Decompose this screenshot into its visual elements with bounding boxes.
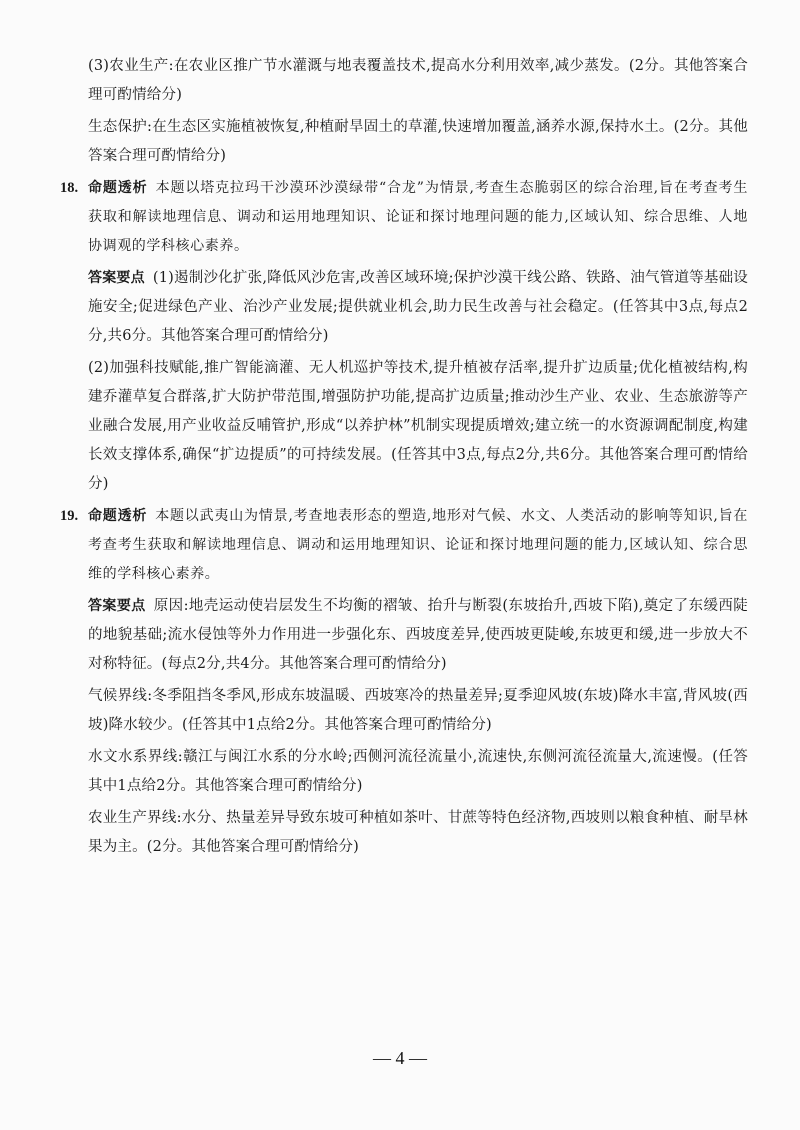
q18-analysis — [88, 174, 748, 261]
q19-analysis — [88, 502, 748, 589]
q19-answer-climate: 气候界线:冬季阻挡冬季风,形成东坡温暖、西坡寒冷的热量差异;夏季迎风坡(东坡)降水丰富,背风坡(西坡)降水较少。(任答其中1点给2分。其他答案合理可酌情给分) — [88, 688, 748, 733]
question-18-block — [60, 174, 748, 499]
q19-analysis-text: 本题以武夷山为情景,考查地表形态的塑造,地形对气候、水文、人类活动的影响等知识,旨在考查考生获取和解读地理信息、调动和运用地理知识、论证和探讨地理问题的能力,区域认知、综合思维的学科核心素养。 — [88, 508, 748, 582]
q17-ecology-paragraph: 生态保护:在生态区实施植被恢复,种植耐旱固土的草灌,快速增加覆盖,涵养水源,保持水土。(2分。其他答案合理可酌情给分) — [88, 119, 748, 164]
question-19-number: 19. — [60, 508, 79, 524]
q18-answer-1 — [88, 264, 748, 351]
document-body — [60, 52, 749, 865]
q18-answer-2: (2)加强科技赋能,推广智能滴灌、无人机巡护等技术,提升植被存活率,提升扩边质量;优化植被结构,构建乔灌草复合群落,扩大防护带范围,增强防护功能,提高扩边质量;推动沙生产业、农业、生态旅游等产业融合发展,用产业收益反哺管护,形成“以养护林”机制实现提质增效;建立统一的水资源调配制度,构建长效支撑体系,确保“扩边提质”的可持续发展。(任答其中3点,每点2分,共6分。其他答案合理可酌情给分) — [88, 360, 748, 492]
q19-answer-1 — [88, 592, 748, 679]
question-18-number: 18. — [60, 180, 79, 196]
q19-answer-agriculture: 农业生产界线:水分、热量差异导致东坡可种植如茶叶、甘蔗等特色经济物,西坡则以粮食种植、耐旱林果为主。(2分。其他答案合理可酌情给分) — [88, 810, 748, 855]
q18-analysis-text: 本题以塔克拉玛干沙漠环沙漠绿带“合龙”为情景,考查生态脆弱区的综合治理,旨在考查考生获取和解读地理信息、调动和运用地理知识、论证和探讨地理问题的能力,区域认知、综合思维、人地协调观的学科核心素养。 — [88, 180, 748, 254]
q19-analysis-label: 命题透析 — [88, 508, 148, 524]
page-number: — 4 — — [373, 1048, 427, 1068]
q19-answer-1-text: 原因:地壳运动使岩层发生不均衡的褶皱、抬升与断裂(东坡抬升,西坡下陷),奠定了东缓西陡的地貌基础;流水侵蚀等外力作用进一步强化东、西坡度差异,使西坡更陡峻,东坡更和缓,进一步放大不对称特征。(每点2分,共4分。其他答案合理可酌情给分) — [88, 598, 749, 672]
q19-answer-label: 答案要点 — [88, 598, 146, 614]
q17-agriculture-paragraph: (3)农业生产:在农业区推广节水灌溉与地表覆盖技术,提高水分利用效率,减少蒸发。(2分。其他答案合理可酌情给分) — [88, 58, 748, 103]
question-19-block — [60, 502, 749, 862]
q19-answer-hydrology: 水文水系界线:赣江与闽江水系的分水岭;西侧河流径流量小,流速快,东侧河流径流量大,流速慢。(任答其中1点给2分。其他答案合理可酌情给分) — [88, 749, 748, 794]
q18-analysis-label: 命题透析 — [88, 180, 148, 196]
q18-answer-1-text: (1)遏制沙化扩张,降低风沙危害,改善区域环境;保护沙漠干线公路、铁路、油气管道等基础设施安全;促进绿色产业、治沙产业发展;提供就业机会,助力民生改善与社会稳定。(任答其中3点,每点2分,共6分。其他答案合理可酌情给分) — [88, 270, 748, 344]
q18-answer-label: 答案要点 — [88, 270, 145, 286]
